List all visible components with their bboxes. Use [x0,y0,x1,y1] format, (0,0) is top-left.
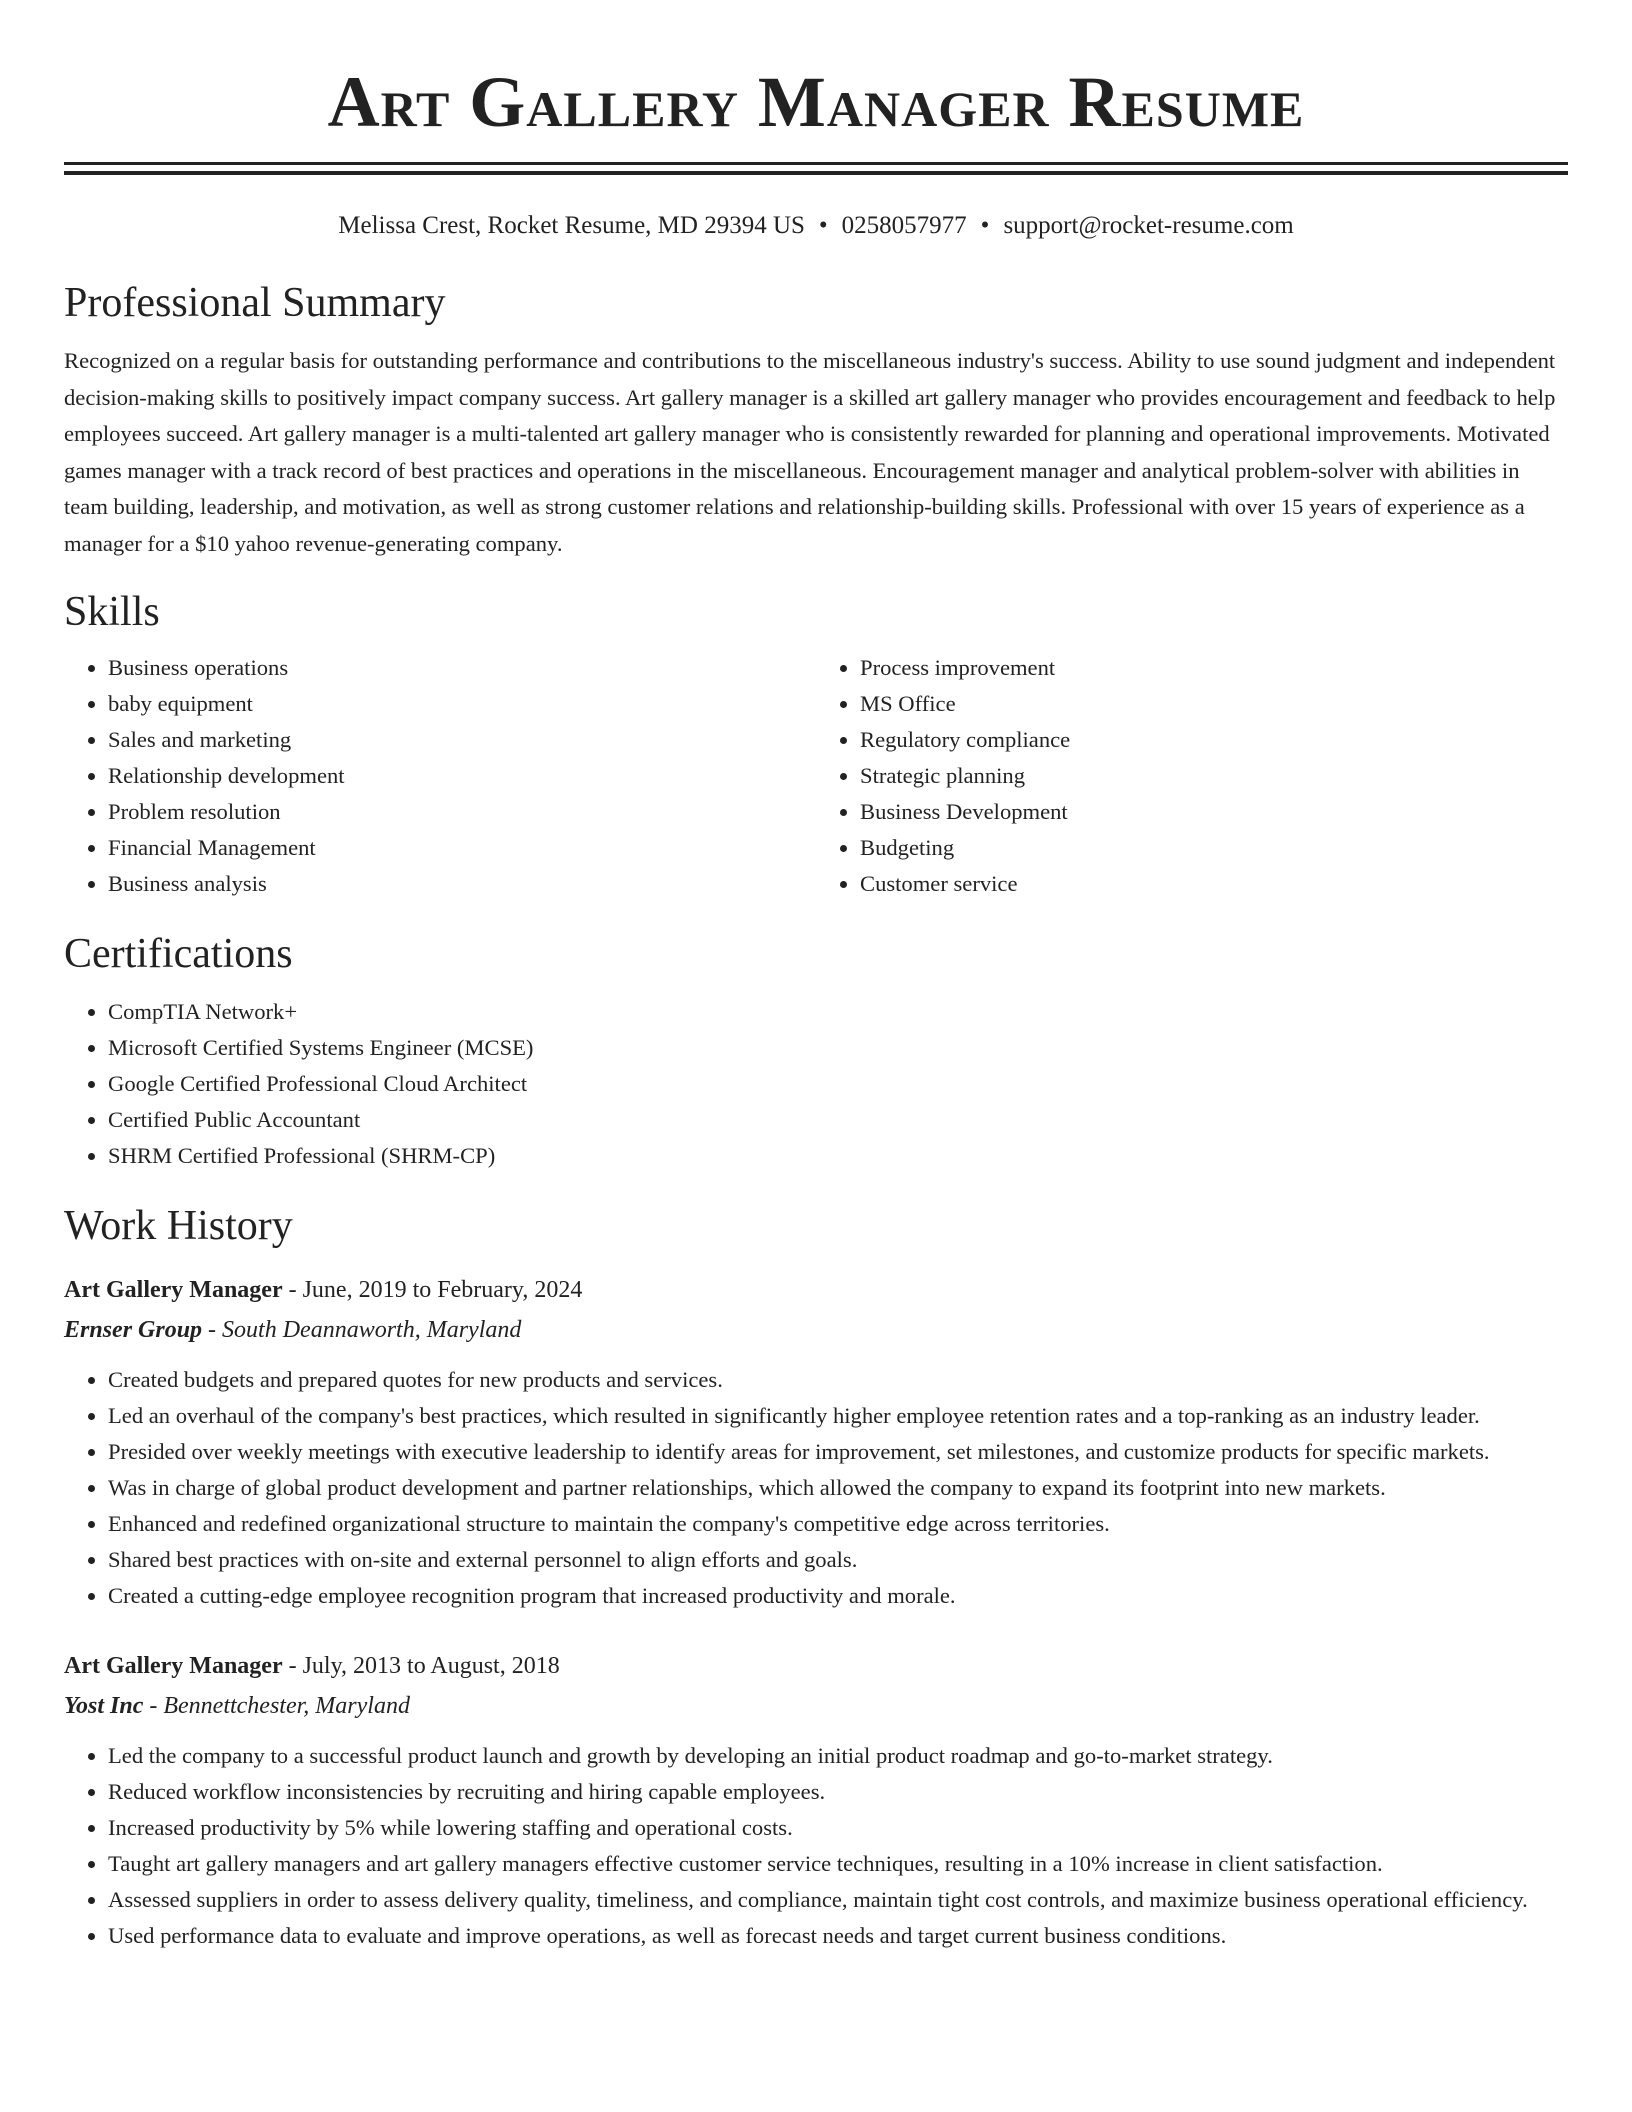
job-company-line [64,1310,1568,1350]
contact-email: support@rocket-resume.com [1003,212,1294,239]
job-title: Art Gallery Manager [64,1653,283,1679]
skill-item: • Process improvement [860,650,1568,686]
page-title: Art Gallery Manager Resume [327,62,1305,142]
certifications-heading: Certifications [64,931,293,977]
job-bullets [64,1362,1568,1614]
contact-address: Melissa Crest, Rocket Resume, MD 29394 US [338,212,805,239]
job-bullet: • Shared best practices with on-site and external personnel to align efforts and goals. [108,1542,1568,1578]
job-company: Ernser Group [64,1317,203,1343]
job-bullets [64,1738,1568,1954]
skill-item: • Financial Management [108,830,816,866]
work-history-heading: Work History [64,1203,293,1249]
job-bullet: • Assessed suppliers in order to assess delivery quality, timeliness, and compliance, maintain tight cost controls, and maximize business operational efficiency. [108,1882,1568,1918]
skill-item: • Strategic planning [860,758,1568,794]
job-title-line [64,1270,1568,1310]
job-bullet: • Presided over weekly meetings with executive leadership to identify areas for improvement, set milestones, and customize products for specific markets. [108,1434,1568,1470]
job-bullet: • Created a cutting-edge employee recognition program that increased productivity and morale. [108,1578,1568,1614]
job-location: - Bennettchester, Maryland [149,1693,410,1719]
job-title: Art Gallery Manager [64,1277,283,1303]
certification-item: • SHRM Certified Professional (SHRM-CP) [108,1138,1568,1174]
skill-item: • Regulatory compliance [860,722,1568,758]
certification-item: • Certified Public Accountant [108,1102,1568,1138]
job-location: - South Deannaworth, Maryland [208,1317,522,1343]
title-divider-top [64,162,1568,165]
skill-item: • Business operations [108,650,816,686]
job-company-line [64,1686,1568,1726]
certification-item: • Google Certified Professional Cloud Architect [108,1066,1568,1102]
skills-list-right [816,650,1568,902]
job-bullet: • Created budgets and prepared quotes for new products and services. [108,1362,1568,1398]
contact-separator: • [818,212,828,239]
job-bullet: • Taught art gallery managers and art gallery managers effective customer service techniques, resulting in a 10% increase in client satisfaction. [108,1846,1568,1882]
skill-item: • Customer service [860,866,1568,902]
summary-heading: Professional Summary [64,280,446,326]
contact-line [64,209,1568,243]
title-divider-bottom [64,171,1568,175]
job-bullet: • Used performance data to evaluate and improve operations, as well as forecast needs and target current business conditions. [108,1918,1568,1954]
certification-item: • Microsoft Certified Systems Engineer (MCSE) [108,1030,1568,1066]
skill-item: • Relationship development [108,758,816,794]
job-company: Yost Inc [64,1693,144,1719]
job-title-line [64,1646,1568,1686]
skills-heading: Skills [64,589,160,635]
contact-phone: 0258057977 [841,212,967,239]
contact-separator: • [980,212,990,239]
job-bullet: • Reduced workflow inconsistencies by recruiting and hiring capable employees. [108,1774,1568,1810]
skill-item: • Sales and marketing [108,722,816,758]
job-bullet: • Led an overhaul of the company's best practices, which resulted in significantly higher employee retention rates and a top-ranking as an industry leader. [108,1398,1568,1434]
summary-text: Recognized on a regular basis for outstanding performance and contributions to the miscellaneous industry's success. Ability to use sound judgment and independent decision-making skills to positively impact company success. Art gallery manager is a skilled art gallery manager who provides encouragement and feedback to help employees succeed. Art gallery manager is a multi-talented art gallery manager who is consistently rewarded for planning and operational improvements. Motivated games manager with a track record of best practices and operations in the miscellaneous. Encouragement manager and analytical problem-solver with abilities in team building, leadership, and motivation, as well as strong customer relations and relationship-building skills. Professional with over 15 years of experience as a manager for a $10 yahoo revenue-generating company. [64,348,1556,556]
job-bullet: • Increased productivity by 5% while lowering staffing and operational costs. [108,1810,1568,1846]
job-bullet: • Was in charge of global product development and partner relationships, which allowed the company to expand its footprint into new markets. [108,1470,1568,1506]
job-entry [64,1646,1568,1954]
skill-item: • Business Development [860,794,1568,830]
skills-columns [64,650,1568,902]
skill-item: • Problem resolution [108,794,816,830]
certifications-list [64,994,1568,1174]
skill-item: • baby equipment [108,686,816,722]
job-bullet: • Led the company to a successful product launch and growth by developing an initial product roadmap and go-to-market strategy. [108,1738,1568,1774]
skill-item: • MS Office [860,686,1568,722]
skills-list-left [64,650,816,902]
skill-item: • Budgeting [860,830,1568,866]
job-dates: - June, 2019 to February, 2024 [288,1277,583,1303]
job-bullet: • Enhanced and redefined organizational structure to maintain the company's competitive edge across territories. [108,1506,1568,1542]
certification-item: • CompTIA Network+ [108,994,1568,1030]
skill-item: • Business analysis [108,866,816,902]
job-entry [64,1270,1568,1614]
job-dates: - July, 2013 to August, 2018 [288,1653,560,1679]
